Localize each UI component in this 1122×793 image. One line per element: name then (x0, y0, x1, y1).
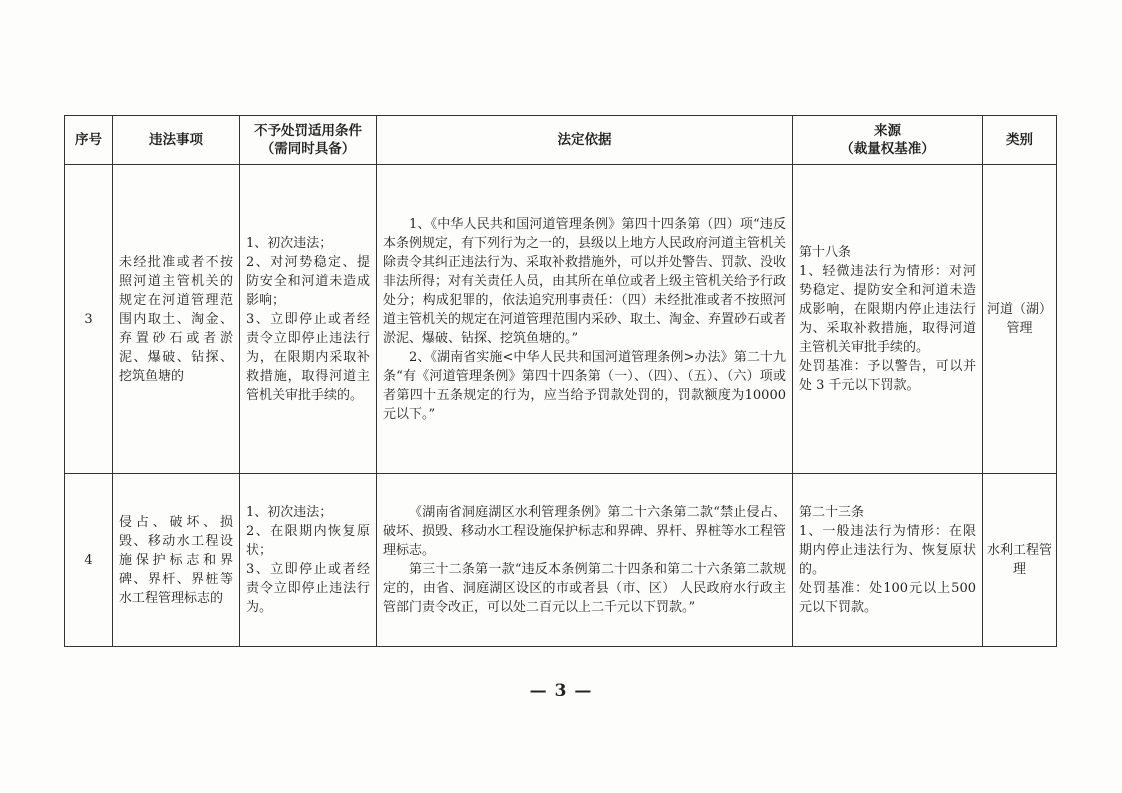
legal-basis-cell (377, 474, 793, 647)
legal-basis-paragraph: 《湖南省洞庭湖区水利管理条例》第二十六条第二款“禁止侵占、破坏、损毁、移动水工程设施保护标志和界碑、界杆、界桩等水工程管理标志。 (383, 505, 787, 558)
header-category: 类别 (983, 116, 1057, 165)
header-violation: 违法事项 (113, 116, 240, 165)
conditions-cell (240, 474, 377, 647)
source-cell (793, 165, 983, 474)
category-cell (983, 165, 1057, 474)
conditions-list (240, 230, 376, 409)
row-number: 4 (84, 552, 93, 568)
legal-basis-paragraph: 2、《湖南省实施<中华人民共和国河道管理条例>办法》第二十九条“有《河道管理条例》第四十四条第（一）、（四）、（五）、（六）项或者第四十五条规定的行为，应当给予罚款处罚的，罚款额度为10000元以下。” (383, 349, 786, 422)
conditions-cell (240, 165, 377, 474)
conditions-list (240, 499, 376, 621)
violation-text: 侵占、破坏、损毁、移动水工程设施保护标志和界碑、界杆、界桩等水工程管理标志的 (119, 514, 233, 606)
row-number: 3 (84, 311, 93, 327)
header-legal-basis: 法定依据 (377, 116, 793, 165)
category-text: 水利工程管理 (987, 543, 1053, 577)
row-number-cell (65, 165, 113, 474)
header-conditions-line1: 不予处罚适用条件 (254, 123, 362, 139)
source-situation: 1、一般违法行为情形：在限期内停止违法行为、恢复原状的。 (799, 524, 976, 577)
legal-basis-cell (377, 165, 793, 474)
table-row (65, 474, 1057, 647)
table-row (65, 165, 1057, 474)
source-article: 第二十三条 (799, 505, 865, 520)
table-header-row (65, 116, 1057, 165)
condition-item: 1、初次违法； (246, 505, 333, 520)
violation-text: 未经批准或者不按照河道主管机关的规定在河道管理范围内取土、淘金、弃置砂石或者淤泥、爆破、钻探、挖筑鱼塘的 (119, 254, 233, 384)
condition-item: 1、初次违法； (246, 235, 333, 251)
violation-cell (113, 165, 240, 474)
source-text (793, 239, 982, 399)
category-text: 河道（湖）管理 (987, 302, 1053, 336)
category-cell (983, 474, 1057, 647)
source-situation: 1、轻微违法行为情形：对河势稳定、提防安全和河道未造成影响，在限期内停止违法行为、采取补救措施，取得河道主管机关审批手续的。 (799, 264, 976, 355)
legal-basis-paragraph: 第三十二条第一款“违反本条例第二十四条和第二十六条第二款规定的，由省、洞庭湖区设区的市或者县（市、区） 人民政府水行政主管部门责令改正，可以处二百元以上二千元以下罚款。” (383, 562, 786, 615)
penalty-table (64, 115, 1057, 647)
condition-item: 3、立即停止或者经责令立即停止违法行为。 (246, 562, 370, 615)
header-conditions-line2: （需同时具备） (260, 141, 356, 157)
row-number-cell (65, 474, 113, 647)
header-conditions (240, 116, 377, 165)
header-source (793, 116, 983, 165)
source-penalty-standard: 处罚基准：予以警告，可以并处 3 千元以下罚款。 (799, 359, 976, 393)
condition-item: 3、立即停止或者经责令立即停止违法行为，在限期内采取补救措施，取得河道主管机关审批手续的。 (246, 311, 370, 403)
legal-basis-text (377, 211, 792, 428)
source-cell (793, 474, 983, 647)
violation-cell (113, 474, 240, 647)
condition-item: 2、在限期内恢复原状； (246, 524, 370, 558)
legal-basis-text (377, 499, 792, 621)
source-text (793, 499, 982, 621)
condition-item: 2、对河势稳定、提防安全和河道未造成影响； (246, 254, 370, 308)
page-number: — 3 — (529, 681, 593, 701)
header-source-line1: 来源 (874, 123, 901, 139)
legal-basis-paragraph: 1、《中华人民共和国河道管理条例》第四十四条第（四）项“违反本条例规定，有下列行为之一的，县级以上地方人民政府河道主管机关除责令其纠正违法行为、采取补救措施外，可以并处警告、罚款、没收非法所得；对有关责任人员，由其所在单位或者上级主管机关给予行政处分；构成犯罪的，依法追究刑事责任：（四）未经批准或者不按照河道主管机关的规定在河道管理范围内采砂、取土、淘金、弃置砂石或者淤泥、爆破、钻探、挖筑鱼塘的。” (383, 216, 787, 346)
source-article: 第十八条 (799, 245, 852, 260)
header-source-line2: （裁量权基准） (840, 141, 935, 157)
source-penalty-standard: 处罚基准：处100元以上500元以下罚款。 (799, 581, 976, 615)
header-no: 序号 (65, 116, 113, 165)
